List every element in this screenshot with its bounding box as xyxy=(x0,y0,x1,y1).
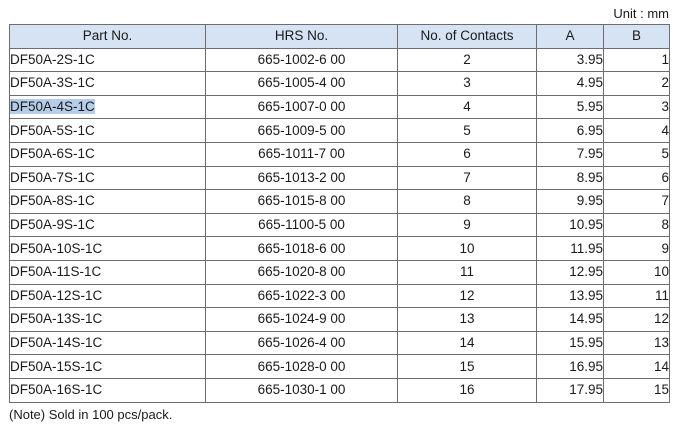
cell-no-of-contacts: 11 xyxy=(398,260,537,284)
cell-hrs-no: 665-1018-6 00 xyxy=(206,237,398,261)
header-b: B xyxy=(604,25,670,49)
cell-part-no[interactable] xyxy=(10,95,206,119)
cell-part-no[interactable] xyxy=(10,119,206,143)
cell-no-of-contacts: 7 xyxy=(398,166,537,190)
part-no-text[interactable]: DF50A-2S-1C xyxy=(10,51,95,67)
table-row[interactable] xyxy=(10,260,670,284)
cell-hrs-no: 665-1015-8 00 xyxy=(206,190,398,214)
cell-b: 14 xyxy=(604,355,670,379)
cell-b: 15 xyxy=(604,378,670,402)
cell-a: 15.95 xyxy=(537,331,604,355)
cell-b: 13 xyxy=(604,331,670,355)
part-no-text[interactable]: DF50A-12S-1C xyxy=(10,287,103,303)
cell-b: 3 xyxy=(604,95,670,119)
table-row[interactable] xyxy=(10,166,670,190)
part-no-text[interactable]: DF50A-5S-1C xyxy=(10,122,95,138)
cell-a: 16.95 xyxy=(537,355,604,379)
part-no-text[interactable]: DF50A-11S-1C xyxy=(10,264,102,280)
part-no-text[interactable]: DF50A-3S-1C xyxy=(10,75,95,91)
table-body xyxy=(10,48,670,402)
cell-a: 11.95 xyxy=(537,237,604,261)
part-no-text[interactable]: DF50A-13S-1C xyxy=(10,311,103,327)
part-no-text[interactable]: DF50A-8S-1C xyxy=(10,193,95,209)
cell-a: 13.95 xyxy=(537,284,604,308)
cell-no-of-contacts: 14 xyxy=(398,331,537,355)
table-row[interactable] xyxy=(10,378,670,402)
cell-hrs-no: 665-1024-9 00 xyxy=(206,308,398,332)
header-hrs-no: HRS No. xyxy=(206,25,398,49)
part-no-text[interactable]: DF50A-15S-1C xyxy=(10,358,103,374)
cell-hrs-no: 665-1020-8 00 xyxy=(206,260,398,284)
table-row[interactable] xyxy=(10,213,670,237)
header-no-of-contacts: No. of Contacts xyxy=(398,25,537,49)
cell-hrs-no: 665-1005-4 00 xyxy=(206,72,398,96)
cell-hrs-no: 665-1022-3 00 xyxy=(206,284,398,308)
table-row[interactable] xyxy=(10,72,670,96)
table-row[interactable] xyxy=(10,331,670,355)
cell-hrs-no: 665-1028-0 00 xyxy=(206,355,398,379)
cell-hrs-no: 665-1011-7 00 xyxy=(206,142,398,166)
cell-a: 6.95 xyxy=(537,119,604,143)
table-row[interactable] xyxy=(10,355,670,379)
cell-a: 14.95 xyxy=(537,308,604,332)
cell-b: 7 xyxy=(604,190,670,214)
cell-hrs-no: 665-1002-6 00 xyxy=(206,48,398,72)
cell-a: 12.95 xyxy=(537,260,604,284)
cell-no-of-contacts: 8 xyxy=(398,190,537,214)
cell-b: 4 xyxy=(604,119,670,143)
cell-part-no[interactable] xyxy=(10,48,206,72)
cell-no-of-contacts: 5 xyxy=(398,119,537,143)
cell-part-no[interactable] xyxy=(10,142,206,166)
part-no-text[interactable]: DF50A-6S-1C xyxy=(10,146,95,162)
cell-no-of-contacts: 15 xyxy=(398,355,537,379)
cell-hrs-no: 665-1030-1 00 xyxy=(206,378,398,402)
cell-b: 8 xyxy=(604,213,670,237)
cell-a: 17.95 xyxy=(537,378,604,402)
cell-part-no[interactable] xyxy=(10,355,206,379)
cell-no-of-contacts: 12 xyxy=(398,284,537,308)
cell-part-no[interactable] xyxy=(10,213,206,237)
cell-a: 5.95 xyxy=(537,95,604,119)
table-row[interactable] xyxy=(10,284,670,308)
cell-no-of-contacts: 10 xyxy=(398,237,537,261)
part-no-text[interactable]: DF50A-14S-1C xyxy=(10,335,103,351)
part-no-text[interactable]: DF50A-4S-1C xyxy=(10,99,95,115)
cell-no-of-contacts: 9 xyxy=(398,213,537,237)
cell-part-no[interactable] xyxy=(10,378,206,402)
table-header-row xyxy=(10,25,670,49)
cell-a: 8.95 xyxy=(537,166,604,190)
cell-b: 9 xyxy=(604,237,670,261)
cell-a: 4.95 xyxy=(537,72,604,96)
cell-no-of-contacts: 2 xyxy=(398,48,537,72)
cell-a: 7.95 xyxy=(537,142,604,166)
part-no-text[interactable]: DF50A-10S-1C xyxy=(10,240,103,256)
cell-a: 9.95 xyxy=(537,190,604,214)
cell-no-of-contacts: 13 xyxy=(398,308,537,332)
cell-part-no[interactable] xyxy=(10,260,206,284)
unit-label: Unit : mm xyxy=(613,6,669,21)
cell-b: 6 xyxy=(604,166,670,190)
table-row[interactable] xyxy=(10,95,670,119)
part-no-text[interactable]: DF50A-7S-1C xyxy=(10,169,95,185)
cell-hrs-no: 665-1013-2 00 xyxy=(206,166,398,190)
pack-note: (Note) Sold in 100 pcs/pack. xyxy=(9,407,173,422)
cell-part-no[interactable] xyxy=(10,308,206,332)
table-row[interactable] xyxy=(10,142,670,166)
cell-hrs-no: 665-1007-0 00 xyxy=(206,95,398,119)
cell-part-no[interactable] xyxy=(10,72,206,96)
table-row[interactable] xyxy=(10,119,670,143)
part-no-text[interactable]: DF50A-16S-1C xyxy=(10,382,103,398)
cell-part-no[interactable] xyxy=(10,190,206,214)
cell-b: 12 xyxy=(604,308,670,332)
cell-b: 2 xyxy=(604,72,670,96)
cell-part-no[interactable] xyxy=(10,284,206,308)
cell-no-of-contacts: 6 xyxy=(398,142,537,166)
cell-a: 10.95 xyxy=(537,213,604,237)
cell-part-no[interactable] xyxy=(10,166,206,190)
cell-part-no[interactable] xyxy=(10,331,206,355)
header-part-no: Part No. xyxy=(10,25,206,49)
table-row[interactable] xyxy=(10,190,670,214)
cell-hrs-no: 665-1100-5 00 xyxy=(206,213,398,237)
cell-hrs-no: 665-1009-5 00 xyxy=(206,119,398,143)
cell-hrs-no: 665-1026-4 00 xyxy=(206,331,398,355)
cell-no-of-contacts: 16 xyxy=(398,378,537,402)
cell-b: 5 xyxy=(604,142,670,166)
header-a: A xyxy=(537,25,604,49)
cell-b: 11 xyxy=(604,284,670,308)
cell-no-of-contacts: 4 xyxy=(398,95,537,119)
table-row[interactable] xyxy=(10,237,670,261)
spec-table xyxy=(9,24,670,403)
part-no-text[interactable]: DF50A-9S-1C xyxy=(10,217,95,233)
cell-b: 1 xyxy=(604,48,670,72)
cell-a: 3.95 xyxy=(537,48,604,72)
cell-no-of-contacts: 3 xyxy=(398,72,537,96)
cell-part-no[interactable] xyxy=(10,237,206,261)
cell-b: 10 xyxy=(604,260,670,284)
table-row[interactable] xyxy=(10,308,670,332)
table-row[interactable] xyxy=(10,48,670,72)
